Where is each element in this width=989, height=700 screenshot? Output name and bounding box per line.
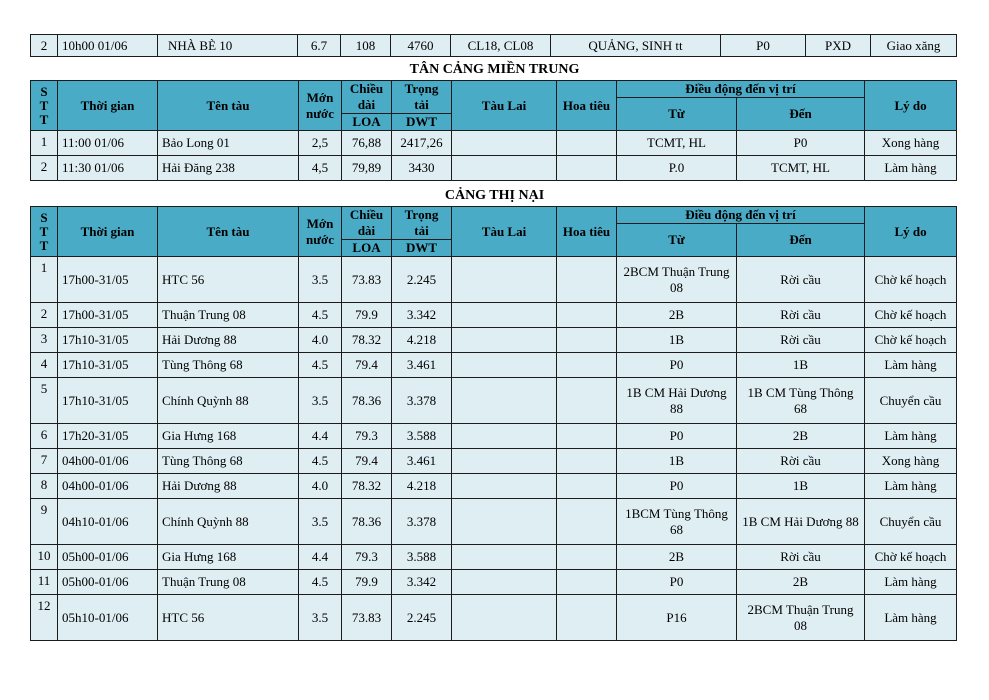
loa-header: LOA — [342, 114, 392, 131]
ship-name-cell: Thuận Trung 08 — [158, 303, 299, 328]
from-cell: 2B — [617, 545, 737, 570]
tonnage-header: Trọng tải — [392, 81, 452, 114]
from-cell: 1B — [617, 328, 737, 353]
from-cell: 2B — [617, 303, 737, 328]
loa-cell: 78.36 — [342, 499, 392, 545]
to-cell: 1B CM Hải Dương 88 — [737, 499, 865, 545]
reason-cell: Chờ kế hoạch — [865, 303, 957, 328]
from-cell: P0 — [617, 353, 737, 378]
reason-cell: Làm hàng — [865, 424, 957, 449]
pilot-cell — [557, 595, 617, 641]
ship-name-cell: HTC 56 — [158, 257, 299, 303]
dwt-cell: 4760 — [391, 35, 451, 57]
dwt-cell: 3.342 — [392, 570, 452, 595]
reason-cell: Xong hàng — [865, 449, 957, 474]
loa-cell: 79,89 — [342, 156, 392, 181]
ship-name-cell: HTC 56 — [158, 595, 299, 641]
pilot-cell — [557, 474, 617, 499]
from-cell: P0 — [617, 424, 737, 449]
draft-cell: 4.0 — [299, 474, 342, 499]
stt-cell: 12 — [31, 595, 58, 641]
time-cell: 11:00 01/06 — [58, 131, 158, 156]
table-row — [31, 570, 957, 595]
to-cell: PXD — [806, 35, 871, 57]
draft-cell: 4.4 — [299, 545, 342, 570]
tug-header: Tàu Lai — [452, 207, 557, 257]
pilot-cell — [557, 303, 617, 328]
draft-cell: 4.5 — [299, 570, 342, 595]
pilot-cell — [557, 156, 617, 181]
from-cell: 1B CM Hải Dương 88 — [617, 378, 737, 424]
from-cell: 2BCM Thuận Trung 08 — [617, 257, 737, 303]
tug-cell — [452, 303, 557, 328]
reason-header: Lý do — [865, 207, 957, 257]
to-header: Đến — [737, 224, 865, 257]
dwt-cell: 3.378 — [392, 499, 452, 545]
reason-cell: Làm hàng — [865, 156, 957, 181]
header-row — [31, 81, 957, 98]
ship-name-cell: Thuận Trung 08 — [158, 570, 299, 595]
length-header: Chiều dài — [342, 207, 392, 240]
time-cell: 05h00-01/06 — [58, 545, 158, 570]
tug-cell — [452, 378, 557, 424]
table-row — [31, 595, 957, 641]
dwt-header: DWT — [392, 114, 452, 131]
dwt-cell: 3.588 — [392, 424, 452, 449]
ship-name-cell: Chính Quỳnh 88 — [158, 378, 299, 424]
stt-cell: 9 — [31, 499, 58, 545]
dwt-cell: 3.342 — [392, 303, 452, 328]
table-row — [31, 353, 957, 378]
table-body — [31, 257, 957, 641]
draft-cell: 4.5 — [299, 353, 342, 378]
loa-cell: 108 — [341, 35, 391, 57]
ship-name-cell: Chính Quỳnh 88 — [158, 499, 299, 545]
reason-cell: Giao xăng — [871, 35, 957, 57]
to-cell: Rời cầu — [737, 303, 865, 328]
from-cell: P0 — [721, 35, 806, 57]
tug-cell — [452, 424, 557, 449]
table-row — [31, 303, 957, 328]
dwt-cell: 3.378 — [392, 378, 452, 424]
table-row — [31, 131, 957, 156]
from-cell: TCMT, HL — [617, 131, 737, 156]
time-header: Thời gian — [58, 81, 158, 131]
loa-header: LOA — [342, 240, 392, 257]
to-cell: 1B — [737, 474, 865, 499]
stt-cell: 2 — [31, 156, 58, 181]
to-cell: Rời cầu — [737, 257, 865, 303]
ship-name-cell: Tùng Thông 68 — [158, 353, 299, 378]
tug-cell — [452, 328, 557, 353]
tug-cell: CL18, CL08 — [451, 35, 551, 57]
pilot-cell — [557, 424, 617, 449]
time-header: Thời gian — [58, 207, 158, 257]
table-row — [31, 499, 957, 545]
reason-cell: Làm hàng — [865, 474, 957, 499]
loa-cell: 78.32 — [342, 474, 392, 499]
tug-cell — [452, 570, 557, 595]
from-header: Từ — [617, 224, 737, 257]
section-title-cang-thi-nai: CẢNG THỊ NẠI — [444, 188, 545, 203]
pilot-cell — [557, 353, 617, 378]
ship-name-cell: Hải Dương 88 — [158, 328, 299, 353]
stt-cell: 8 — [31, 474, 58, 499]
time-cell: 17h20-31/05 — [58, 424, 158, 449]
dwt-cell: 2417,26 — [392, 131, 452, 156]
dwt-cell: 2.245 — [392, 257, 452, 303]
time-cell: 05h00-01/06 — [58, 570, 158, 595]
dwt-cell: 3.461 — [392, 449, 452, 474]
draft-cell: 4,5 — [299, 156, 342, 181]
reason-cell: Chuyển cầu — [865, 499, 957, 545]
tug-cell — [452, 595, 557, 641]
tan-cang-mien-trung-table — [30, 80, 957, 181]
reason-header: Lý do — [865, 81, 957, 131]
tug-cell — [452, 257, 557, 303]
pilot-cell — [557, 131, 617, 156]
cang-thi-nai-table — [30, 206, 957, 641]
tug-cell — [452, 156, 557, 181]
stt-cell: 1 — [31, 257, 58, 303]
ship-name-cell: Hải Đăng 238 — [158, 156, 299, 181]
loa-cell: 79.9 — [342, 303, 392, 328]
ship-name-cell: Gia Hưng 168 — [158, 545, 299, 570]
draft-cell: 3.5 — [299, 378, 342, 424]
from-header: Từ — [617, 98, 737, 131]
pilot-cell — [557, 328, 617, 353]
move-header: Điều động đến vị trí — [617, 207, 865, 224]
reason-cell: Xong hàng — [865, 131, 957, 156]
table-row — [31, 424, 957, 449]
draft-cell: 4.5 — [299, 449, 342, 474]
stt-header: S T T — [31, 81, 58, 131]
to-cell: TCMT, HL — [737, 156, 865, 181]
tug-cell — [452, 353, 557, 378]
table-row — [31, 156, 957, 181]
stt-cell: 3 — [31, 328, 58, 353]
draft-cell: 3.5 — [299, 499, 342, 545]
time-cell: 17h00-31/05 — [58, 257, 158, 303]
to-cell: 2B — [737, 424, 865, 449]
draft-cell: 2,5 — [299, 131, 342, 156]
pilot-cell: QUẢNG, SINH tt — [551, 35, 721, 57]
time-cell: 17h10-31/05 — [58, 378, 158, 424]
stt-cell: 4 — [31, 353, 58, 378]
pilot-header: Hoa tiêu — [557, 81, 617, 131]
table-row — [31, 449, 957, 474]
reason-cell: Làm hàng — [865, 595, 957, 641]
stt-cell: 2 — [31, 303, 58, 328]
loa-cell: 79.3 — [342, 545, 392, 570]
time-cell: 17h10-31/05 — [58, 353, 158, 378]
loa-cell: 73.83 — [342, 257, 392, 303]
time-cell: 05h10-01/06 — [58, 595, 158, 641]
tug-cell — [452, 449, 557, 474]
dwt-cell: 4.218 — [392, 328, 452, 353]
table-row — [31, 474, 957, 499]
dwt-cell: 3.588 — [392, 545, 452, 570]
to-cell: Rời cầu — [737, 545, 865, 570]
stt-cell: 7 — [31, 449, 58, 474]
ship-name-cell: Tùng Thông 68 — [158, 449, 299, 474]
dwt-cell: 2.245 — [392, 595, 452, 641]
to-cell: 2B — [737, 570, 865, 595]
stt-cell: 6 — [31, 424, 58, 449]
ship-header: Tên tàu — [158, 207, 299, 257]
pilot-header: Hoa tiêu — [557, 207, 617, 257]
to-cell: Rời cầu — [737, 449, 865, 474]
stt-cell: 5 — [31, 378, 58, 424]
draft-cell: 4.4 — [299, 424, 342, 449]
from-cell: P16 — [617, 595, 737, 641]
loa-cell: 79.4 — [342, 353, 392, 378]
from-cell: 1B — [617, 449, 737, 474]
table-body — [31, 131, 957, 181]
reason-cell: Làm hàng — [865, 570, 957, 595]
ship-name-cell: Gia Hưng 168 — [158, 424, 299, 449]
to-cell: 1B CM Tùng Thông 68 — [737, 378, 865, 424]
length-header: Chiều dài — [342, 81, 392, 114]
table-row — [31, 328, 957, 353]
dwt-cell: 4.218 — [392, 474, 452, 499]
draft-cell: 4.5 — [299, 303, 342, 328]
ship-name-cell: NHÀ BÈ 10 — [158, 35, 298, 57]
from-cell: P.0 — [617, 156, 737, 181]
loa-cell: 73.83 — [342, 595, 392, 641]
to-cell: Rời cầu — [737, 328, 865, 353]
draft-cell: 3.5 — [299, 257, 342, 303]
tug-header: Tàu Lai — [452, 81, 557, 131]
table-row — [31, 257, 957, 303]
reason-cell: Làm hàng — [865, 353, 957, 378]
stt-cell: 2 — [31, 35, 58, 57]
time-cell: 17h00-31/05 — [58, 303, 158, 328]
stt-cell: 10 — [31, 545, 58, 570]
stt-cell: 1 — [31, 131, 58, 156]
table-row — [31, 378, 957, 424]
draft-cell: 3.5 — [299, 595, 342, 641]
dwt-header: DWT — [392, 240, 452, 257]
time-cell: 11:30 01/06 — [58, 156, 158, 181]
tug-cell — [452, 545, 557, 570]
dwt-cell: 3.461 — [392, 353, 452, 378]
draft-header: Mớn nước — [299, 81, 342, 131]
to-header: Đến — [737, 98, 865, 131]
to-cell: 2BCM Thuận Trung 08 — [737, 595, 865, 641]
previous-section-table — [30, 34, 957, 57]
pilot-cell — [557, 449, 617, 474]
tug-cell — [452, 499, 557, 545]
tug-cell — [452, 474, 557, 499]
tonnage-header: Trọng tải — [392, 207, 452, 240]
reason-cell: Chờ kế hoạch — [865, 328, 957, 353]
table-row — [31, 545, 957, 570]
reason-cell: Chờ kế hoạch — [865, 545, 957, 570]
loa-cell: 78.36 — [342, 378, 392, 424]
pilot-cell — [557, 378, 617, 424]
ship-name-cell: Hải Dương 88 — [158, 474, 299, 499]
time-cell: 17h10-31/05 — [58, 328, 158, 353]
table-row — [31, 35, 957, 57]
stt-cell: 11 — [31, 570, 58, 595]
pilot-cell — [557, 499, 617, 545]
header-row — [31, 207, 957, 224]
draft-cell: 4.0 — [299, 328, 342, 353]
reason-cell: Chuyển cầu — [865, 378, 957, 424]
pilot-cell — [557, 257, 617, 303]
tug-cell — [452, 131, 557, 156]
time-cell: 04h10-01/06 — [58, 499, 158, 545]
pilot-cell — [557, 545, 617, 570]
draft-cell: 6.7 — [298, 35, 341, 57]
time-cell: 04h00-01/06 — [58, 474, 158, 499]
pilot-cell — [557, 570, 617, 595]
loa-cell: 79.4 — [342, 449, 392, 474]
ship-name-cell: Bảo Long 01 — [158, 131, 299, 156]
loa-cell: 78.32 — [342, 328, 392, 353]
loa-cell: 79.9 — [342, 570, 392, 595]
from-cell: P0 — [617, 570, 737, 595]
to-cell: P0 — [737, 131, 865, 156]
draft-header: Mớn nước — [299, 207, 342, 257]
time-cell: 04h00-01/06 — [58, 449, 158, 474]
loa-cell: 79.3 — [342, 424, 392, 449]
from-cell: 1BCM Tùng Thông 68 — [617, 499, 737, 545]
move-header: Điều động đến vị trí — [617, 81, 865, 98]
section-title-tan-cang-mien-trung: TÂN CẢNG MIỀN TRUNG — [409, 62, 580, 77]
ship-header: Tên tàu — [158, 81, 299, 131]
from-cell: P0 — [617, 474, 737, 499]
stt-header: S T T — [31, 207, 58, 257]
loa-cell: 76,88 — [342, 131, 392, 156]
dwt-cell: 3430 — [392, 156, 452, 181]
to-cell: 1B — [737, 353, 865, 378]
time-cell: 10h00 01/06 — [58, 35, 158, 57]
reason-cell: Chờ kế hoạch — [865, 257, 957, 303]
